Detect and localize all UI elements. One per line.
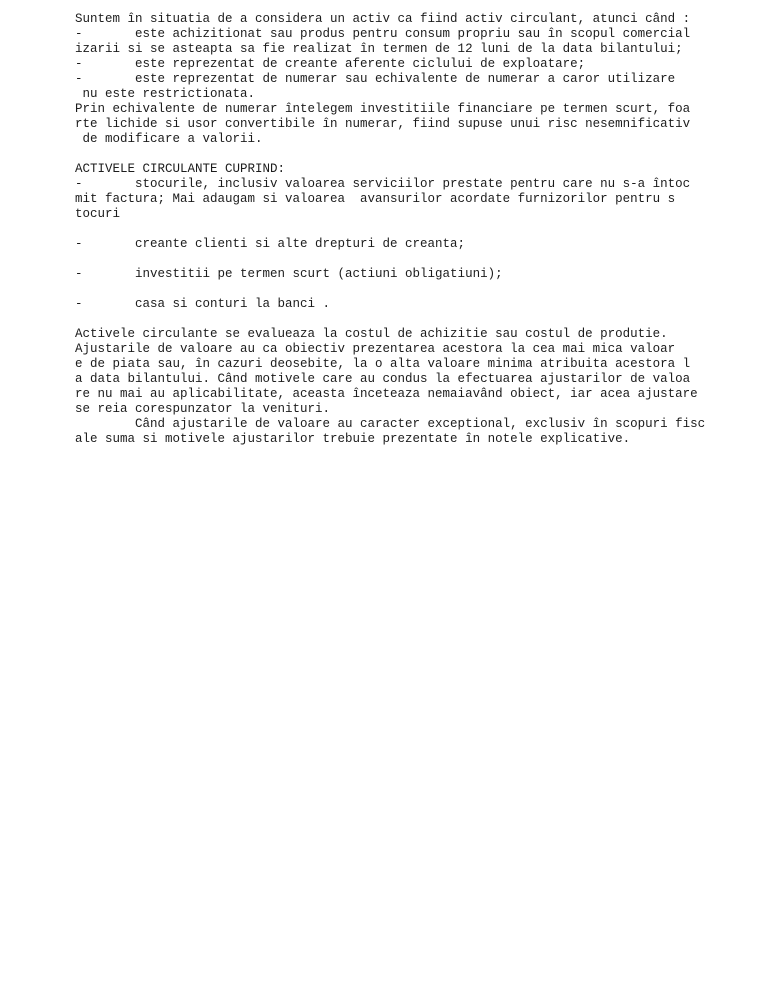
blank-line: [75, 222, 755, 237]
blank-line: [75, 312, 755, 327]
text-line: rte lichide si usor convertibile în numerar, fiind supuse unui risc nesemnificativ: [75, 117, 691, 131]
text-line: e de piata sau, în cazuri deosebite, la o alta valoare minima atribuita acestora l: [75, 357, 691, 371]
text-line: - creante clienti si alte drepturi de creanta;: [75, 237, 466, 251]
text-line: Când ajustarile de valoare au caracter exceptional, exclusiv în scopuri fisc: [75, 417, 706, 431]
text-line: re nu mai au aplicabilitate, aceasta înceteaza nemaiavând obiect, iar acea ajustare: [75, 387, 698, 401]
blank-line: [75, 147, 755, 162]
text-line: Suntem în situatia de a considera un activ ca fiind activ circulant, atunci când :: [75, 12, 691, 26]
text-line: - casa si conturi la banci .: [75, 297, 331, 311]
text-line: mit factura; Mai adaugam si valoarea avansurilor acordate furnizorilor pentru s: [75, 192, 676, 206]
text-line: - este reprezentat de numerar sau echivalente de numerar a caror utilizare: [75, 72, 676, 86]
blank-line: [75, 282, 755, 297]
text-line: Ajustarile de valoare au ca obiectiv prezentarea acestora la cea mai mica valoar: [75, 342, 676, 356]
text-line: tocuri: [75, 207, 121, 221]
text-line: - stocurile, inclusiv valoarea serviciilor prestate pentru care nu s-a întoc: [75, 177, 691, 191]
text-line: de modificare a valorii.: [75, 132, 263, 146]
text-line: Prin echivalente de numerar întelegem investitiile financiare pe termen scurt, foa: [75, 102, 691, 116]
blank-line: [75, 252, 755, 267]
text-line: Activele circulante se evalueaza la costul de achizitie sau costul de produtie.: [75, 327, 668, 341]
section-heading: ACTIVELE CIRCULANTE CUPRIND:: [75, 162, 286, 176]
text-line: nu este restrictionata.: [75, 87, 256, 101]
text-line: a data bilantului. Când motivele care au condus la efectuarea ajustarilor de valoa: [75, 372, 691, 386]
text-line: - investitii pe termen scurt (actiuni obligatiuni);: [75, 267, 503, 281]
text-line: izarii si se asteapta sa fie realizat în termen de 12 luni de la data bilantului;: [75, 42, 683, 56]
text-line: se reia corespunzator la venituri.: [75, 402, 331, 416]
document-page: [75, 12, 755, 447]
text-line: ale suma si motivele ajustarilor trebuie prezentate în notele explicative.: [75, 432, 631, 446]
text-line: - este reprezentat de creante aferente ciclului de exploatare;: [75, 57, 586, 71]
text-line: - este achizitionat sau produs pentru consum propriu sau în scopul comercial: [75, 27, 691, 41]
